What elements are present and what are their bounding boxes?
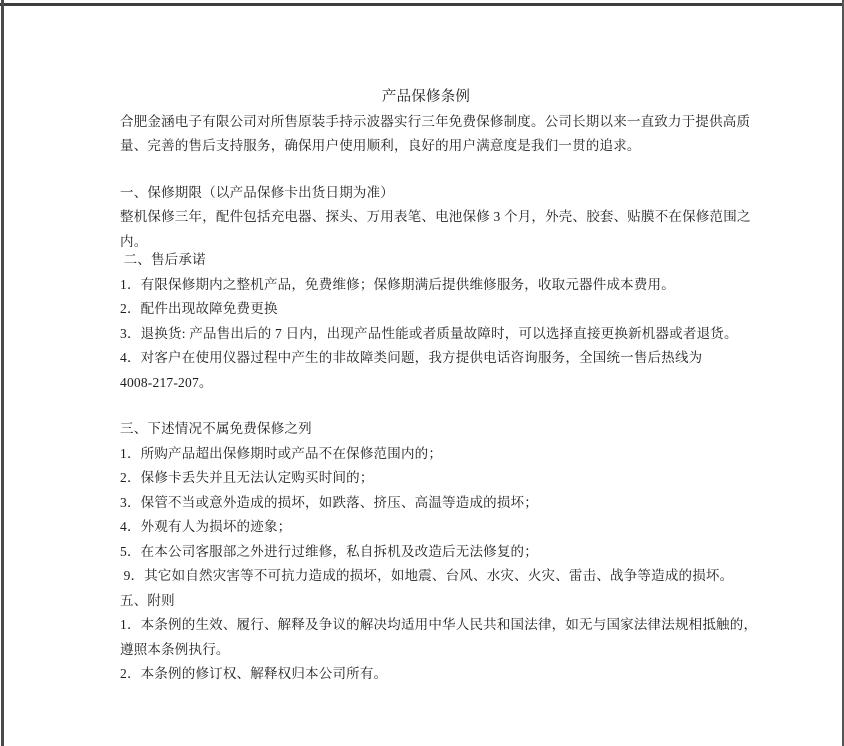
text-line: 五、附则 [120, 592, 175, 608]
text-line: 2．保修卡丢失并且无法认定购买时间的； [120, 470, 374, 485]
text-line: 三、下述情况不属免费保修之列 [120, 421, 312, 436]
text-line: 整机保修三年，配件包括充电器、探头、万用表笔、电池保修 3 个月，外壳、胶套、贴膜不在保修范围之 [120, 209, 751, 224]
text-line: 3．保管不当或意外造成的损坏，如跌落、挤压、高温等造成的损坏； [120, 494, 538, 510]
text-line: 1．本条例的生效、履行、解释及争议的解决均适用中华人民共和国法律，如无与国家法律法规相抵触的， [120, 617, 758, 632]
page-border-left [1, 0, 4, 746]
document-content [120, 85, 758, 687]
text-line: 4008-217-207。 [120, 374, 213, 390]
text-line: 合肥金涵电子有限公司对所售原装手持示波器实行三年免费保修制度。公司长期以来一直致力于提供高质 [120, 113, 751, 129]
text-line: 一、保修期限（以产品保修卡出货日期为准） [120, 184, 394, 200]
text-line: 4．外观有人为损坏的迹象； [120, 519, 292, 534]
document-title: 产品保修条例 [381, 89, 471, 105]
text-line: 9．其它如自然灾害等不可抗力造成的损坏，如地震、台风、水灾、火灾、雷击、战争等造成的损坏。 [120, 568, 734, 583]
text-line: 1．有限保修期内之整机产品，免费维修；保修期满后提供维修服务，收取元器件成本费用。 [120, 276, 675, 292]
blank-line [120, 395, 732, 417]
text-line: 内。 [120, 233, 148, 249]
text-line: 3．退换货: 产品售出后的 7 日内，出现产品性能或者质量故障时，可以选择直接更换新机器或者退货。 [120, 325, 738, 341]
text-line: 2．配件出现故障免费更换 [120, 301, 278, 316]
text-line: 5．在本公司客服部之外进行过维修，私自拆机及改造后无法修复的； [120, 543, 538, 559]
text-line: 二、售后承诺 [120, 252, 206, 267]
blank-line [120, 159, 732, 181]
text-line: 1．所购产品超出保修期时或产品不在保修范围内的； [120, 445, 443, 461]
text-line: 遵照本条例执行。 [120, 641, 230, 657]
page-border-top [0, 3, 844, 6]
text-line: 4．对客户在使用仪器过程中产生的非故障类问题，我方提供电话咨询服务，全国统一售后热线为 [120, 350, 703, 365]
text-line: 2．本条例的修订权、解释权归本公司所有。 [120, 666, 388, 681]
text-line: 量、完善的售后支持服务，确保用户使用顺利，良好的用户满意度是我们一贯的追求。 [120, 138, 641, 153]
